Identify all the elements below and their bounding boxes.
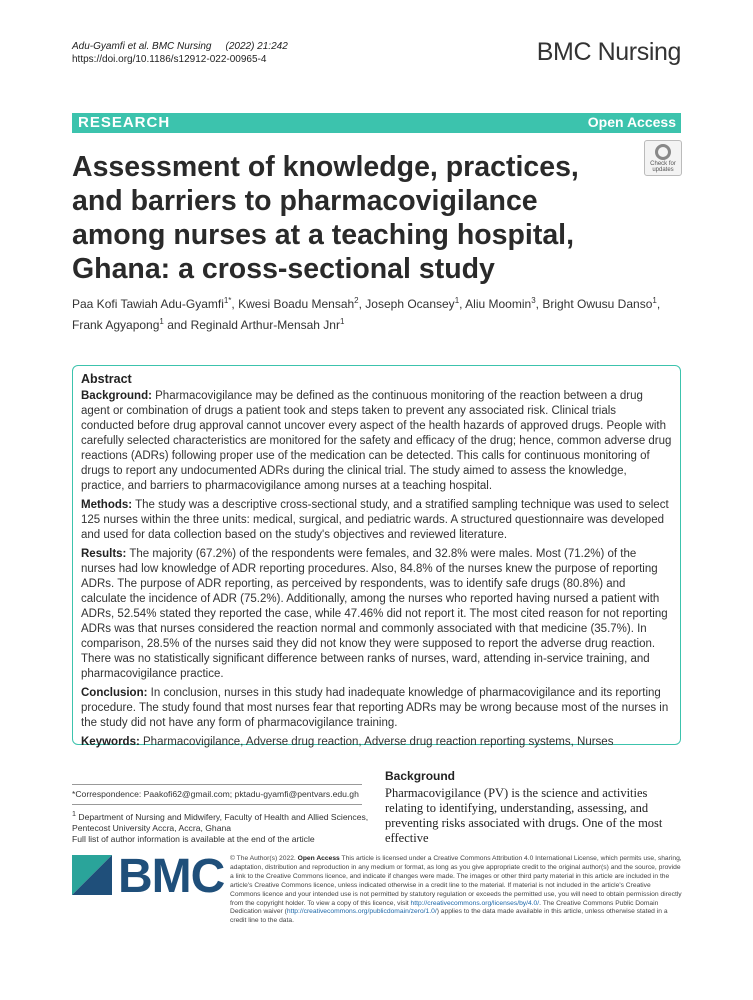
public-domain-link[interactable]: http://creativecommons.org/publicdomain/zero/1.0/	[286, 908, 437, 916]
author: Joseph Ocansey	[365, 297, 455, 311]
full-author-info-note: Full list of author information is available at the end of the article	[72, 833, 315, 844]
check-for-updates-button[interactable]	[644, 140, 682, 176]
abstract-methods: Methods: The study was a descriptive cross-sectional study, and a stratified sampling technique was used to select 125 nurses within the three units: medical, surgical, and pediatric wards. A structured questionnaire was developed and used for data collection based on the study's objectives and reviewed literature.	[81, 499, 669, 541]
author: Aliu Moomin	[465, 297, 532, 311]
author: Kwesi Boadu Mensah	[238, 297, 355, 311]
abstract-box	[72, 365, 681, 748]
footnote-divider	[72, 804, 362, 805]
license-link[interactable]: http://creativecommons.org/licenses/by/4.0/	[410, 899, 540, 907]
author: Bright Owusu Danso	[542, 297, 653, 311]
abstract-background: Background: Pharmacovigilance may be defined as the continuous monitoring of the reaction between a drug agent or combination of drugs a patient took and steps taken to prevent any associated risk. Clinical trials conducted before drug approval cannot uncover every aspect of the health hazards of approved drugs. People with carefully selected characteristics are monitored for the safety and efficacy of the drug; hence, common adverse drug reactions (ADRs) following proper use of the medication can be detected. This calls for continuous monitoring of drugs to report any undocumented ADRs during the clinical trial. The study aimed to assess the knowledge, practice, and barriers to pharmacovigilance among nurses at a teaching hospital.	[81, 390, 672, 492]
author: Paa Kofi Tawiah Adu-Gyamfi	[72, 297, 224, 311]
license-text: © The Author(s) 2022. Open Access This article is licensed under a Creative Commons Attribution 4.0 International License, which permits use, sharing, adaptation, distribution and reproduction in any medium or format, as long as you give appropriate credit to the original author(s) and the source, provide a link to the Creative Commons licence, and indicate if changes were made. The images or other third party material in this article are included in the article's Creative Commons licence, unless indicated otherwise in a credit line to the material. If material is not included in the article's Creative Commons licence and your intended use is not permitted by statutory regulation or exceeds the permitted use, you will need to obtain permission directly from the copyright holder. To view a copy of this licence, visit http://creativecommons.org/licenses/by/4.0/. The Creative Commons Public Domain Dedication waiver (http://creativecommons.org/publicdomain/zero/1.0/) applies to the data made available in this article, unless otherwise stated in a credit line to the data.	[230, 855, 682, 925]
journal-name: BMC Nursing	[536, 38, 681, 66]
correspondence: *Correspondence: Paakofi62@gmail.com; pktadu-gyamfi@pentvars.edu.gh	[72, 789, 359, 799]
article-title: Assessment of knowledge, practices, and barriers to pharmacovigilance among nurses at a teaching hospital, Ghana: a cross-sectional study	[72, 151, 579, 285]
background-heading: Background	[385, 769, 456, 783]
check-updates-icon	[655, 144, 671, 160]
citation-year: (2022) 21:242	[225, 41, 288, 52]
open-access-label: Open Access	[587, 114, 676, 130]
footnotes	[72, 780, 372, 845]
article-type-banner	[72, 113, 681, 133]
bmc-logo-text: BMC	[118, 850, 225, 903]
author: Reginald Arthur-Mensah Jnr	[190, 318, 340, 332]
background-text: Pharmacovigilance (PV) is the science and activities relating to identifying, understanding, assessing, and preventing risks associated with drugs. One of the most effective	[385, 786, 663, 845]
citation-author: Adu-Gyamfi et al. BMC Nursing	[72, 41, 212, 52]
doi-link[interactable]: https://doi.org/10.1186/s12912-022-00965-4	[72, 54, 267, 65]
abstract-conclusion: Conclusion: In conclusion, nurses in this study had inadequate knowledge of pharmacovigilance and its reporting procedure. The study found that most nurses fear that reporting ADRs may be wrong because most of the nurses in the study did not have any form of pharmacovigilance training.	[81, 687, 669, 729]
research-label: RESEARCH	[78, 114, 171, 131]
abstract-results: Results: The majority (67.2%) of the respondents were females, and 32.8% were males. Most (71.2%) of the nurses had low knowledge of ADR reporting procedures. Also, 84.8% of the nurses knew the purpose of reporting ADRs. The purpose of ADR reporting, as perceived by respondents, was to identify safe drugs (80.8%) and calculate the incidence of ADR (75.2%). Additionally, among the nurses who reported having nursed a patient with ADRs, 52.54% stated they reported the case, while 47.46% did not report it. The most cited reason for not reporting ADRs was that nurses considered the reaction normal and commonly associated with that medicine (35.7%). In comparison, 28.5% of the nurses said they did not know they were supposed to report the adverse drug reaction. There was no statistically significant difference between ranks of nurses, ward, attending in-service training, and pharmacovigilance practice.	[81, 548, 668, 680]
check-updates-line1: Check for	[650, 161, 676, 167]
affiliation: $^1$ Department of Nursing and Midwifery, Faculty of Health and Allied Sciences, Pentecost University Accra, Accra, Ghana	[72, 810, 369, 833]
abstract-keywords: Keywords: Pharmacovigilance, Adverse drug reaction, Adverse drug reaction reporting systems, Nurses	[81, 736, 614, 748]
author-list: Paa Kofi Tawiah Adu-Gyamfi$^{1*}$, Kwesi Boadu Mensah$^2$, Joseph Ocansey$^1$, Aliu Moomin$^3$, Bright Owusu Danso$^1$, Frank Agyapong$^1$ and Reginald Arthur-Mensah Jnr$^1$	[72, 296, 661, 332]
author: Frank Agyapong	[72, 318, 160, 332]
footnote-divider	[72, 784, 362, 785]
background-section	[385, 769, 683, 846]
abstract-heading: Abstract	[81, 372, 132, 386]
check-updates-line2: updates	[652, 167, 674, 173]
citation-header	[72, 40, 288, 66]
